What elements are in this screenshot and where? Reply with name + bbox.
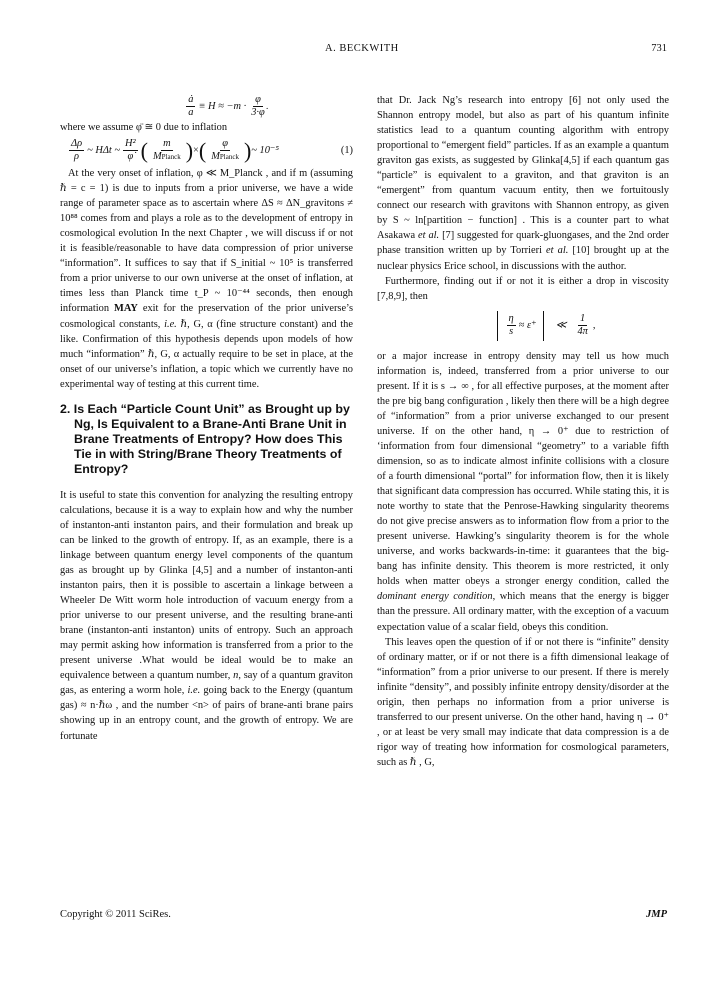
- left-column: [60, 93, 353, 744]
- paragraph: At the very onset of inflation, φ ≪ M_Planck , and if m (assuming ℏ = c = 1) is due to inputs from a prior universe, we have a wide range of parameter space as to ascertain where ΔS ≈ ΔN_gravitons ≠ 10⁸⁸ comes from and plays a role as to the development of entropy in cosmological evolution In the next Chapter , we will discuss if or not it is feasible/reasonable to have data compression of prior universe “information”. It suffices to say that if S_initial ~ 10⁵ is transferred from a prior universe to our own universe at the onset of inflation, at times less than Planck time t_P ~ 10⁻⁴⁴ seconds, then enough information MAY exit for the preservation of the prior universe’s cosmological constants, i.e. ℏ, G, α (fine structure constant) and the like. Confirmation of this hypothesis depends upon models of how much “information” ℏ, G, α actually require to be set in place, at the onset of our universe’s inflation, a topic which we currently have no experimental way of testing at this current time.: [60, 168, 353, 390]
- running-head-author: A. BECKWITH: [325, 43, 399, 54]
- paragraph: Furthermore, finding out if or not it is either a drop in viscosity [7,8,9], then: [377, 275, 669, 302]
- right-column: [377, 93, 669, 770]
- paragraph: This leaves open the question of if or not there is “infinite” density of ordinary matter, or if or not there is a fifth dimensional leakage of “information” from a prior universe to our present. If there is merely infinite “density”, and possibly infinite entropy density/disorder at the origin, then perhaps no information from a prior universe is transferred to our present universe. On the other hand, having η → 0⁺ , or at least be very small may indicate that data compression is a de rigor way of treating how information for cosmological parameters, such as ℏ , G,: [377, 636, 669, 768]
- eq-fraction: $\frac{ȧ}{a}$: [188, 94, 194, 118]
- equation-number: (1): [340, 145, 353, 157]
- paragraph: It is useful to state this convention for analyzing the resulting entropy calculations, because it is a way to explain how and why the number of instanton-anti instanton pairs, and their formulation and break up can be linked to the growth of entropy. If, as an example, there is a linkage between quantum energy level components of the quantum gas as brought up by Glinka [4,5] and a number of instanton-anti instanton pairs, then it is possible to ascertain a linkage between a Wheeler De Witt worm hole introduction of vacuum energy from a prior universe to our present universe, and the resulting brane-anti brane (instanton-anti instanton) units of entropy. Such an approach may permit asking how information is transferred from a prior to the present universe .What would be ideal would be to make an equivalence between a quantum number, n, say of a quantum graviton gas, as entering a worm hole, i.e. going back to the Energy (quantum gas) ≈ n·ℏω , and the number <n> of pairs of brane-anti brane pairs showing up in an entropy count, and the growth of entropy. We are fortunate: [60, 489, 353, 742]
- journal-name: JMP: [646, 909, 667, 920]
- eq-fraction: $\frac{\varphi}{3\cdot\varphi̇}$: [251, 94, 265, 118]
- hubble-equation: $\frac{ȧ}{a}$ ≡ H ≈ −m · $\frac{\varphi}{3\cdot\varphi̇}$: [188, 94, 265, 118]
- paragraph: or a major increase in entropy density may tell us how much information is, indeed, transferred from a prior universe to our present. If it is s → ∞ , for all effective purposes, at the moment after the pre big bang configuration , likely then there will be a high degree of “information” from a prior universe exchanged to our present universe. If on the other hand, η → 0⁺ due to restriction of ‘information from four dimensional “geometry” to a variable fifth dimension, so as to indicate almost infinite collisions with a closure of a fourth dimensional “portal” for information flow, then it is likely that significant data compression has occurred. While stating this, it is note worthy to state that the Penrose-Hawking singularity theorems do not give precise answers as to information flow from a prior to the present universe. Hawking’s singularity theorem is for the whole universe, and works backwards-in-time: it guarantees that the big-bang has infinite density. This theorem is more restricted, it only holds when matter obeys a stronger energy condition, called the dominant energy condition, which means that the energy is bigger than the pressure. All ordinary matter, with the exception of a vacuum expectation value of a scalar field, obeys this condition.: [377, 350, 669, 633]
- copyright-notice: Copyright © 2011 SciRes.: [60, 909, 171, 920]
- assume-line: where we assume φ̈ ≅ 0 due to inflation: [60, 122, 228, 133]
- page-number: 731: [651, 43, 667, 54]
- section-heading: 2. Is Each “Particle Count Unit” as Brought up by Ng, Is Equivalent to a Brane-Anti Brane Unit in Brane Treatments of Entropy? How does This Tie in with String/Brane Theory Treatments of Entropy?: [60, 401, 350, 476]
- paragraph: that Dr. Jack Ng’s research into entropy [6] not only used the Shannon entropy model, but also as part of his quantum infinite statistics lead to a quantum counting algorithm with entropy proportional to “emergent field” particles. If as an example a quantum graviton gas exists, as suggested by Glinka[4,5] if each quantum gas “particle” is equivalent to a graviton, and that graviton is an “emergent” from quantum vacuum entity, then we fortuitously connect our research with gravitons with Shannon entropy, as given by S ~ ln[partition − function] . This is a counter part to what Asakawa et al. [7] suggested for quark-gluongases, and the 2nd order phase transition written up by Torrieri et al. [10] brought up at the nuclear physics Erice school, in discussions with the author.: [377, 95, 669, 272]
- viscosity-equation: $\frac{\eta}{s}$ ≈ ε⁺ ≪ $\frac{1}{4\pi}$ ,: [417, 307, 669, 345]
- equation-1: $\frac{\Delta\rho}{\rho}$ ~ HΔt ~ $\frac{\text{H²}}{\varphi̇}$ ( $\frac{m}{\text{MPlanck}}$ ) × ( $\frac{\varphi}{\text{MPlanck}}$ ) ~ 10⁻⁵ (1): [71, 137, 353, 163]
